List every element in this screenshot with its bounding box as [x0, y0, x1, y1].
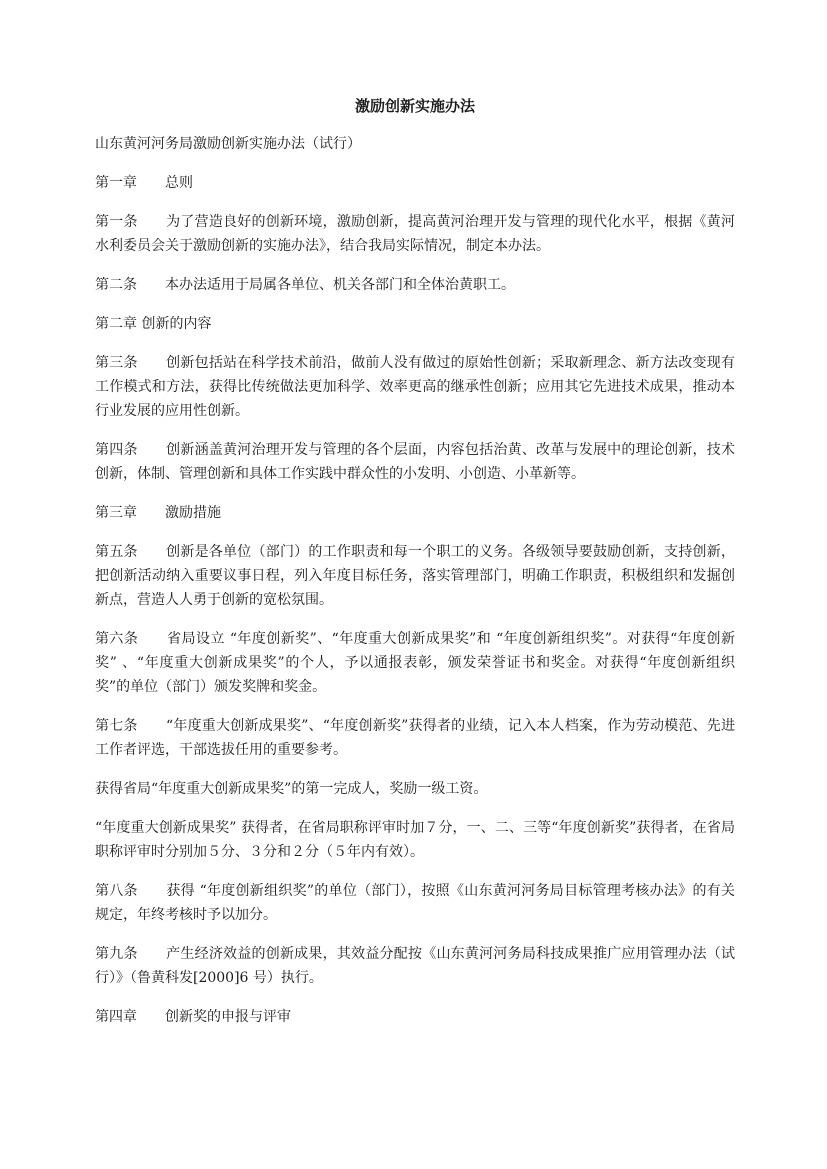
article-paragraph: 第三条 创新包括站在科学技术前沿，做前人没有做过的原始性创新；采取新理念、新方法改变现有工作模式和方法，获得比传统做法更加科学、效率更高的继承性创新；应用其它先进技术成果，推动本行业发展的应用性创新。 [95, 355, 735, 419]
article-paragraph: 第七条 “年度重大创新成果奖”、“年度创新奖”获得者的业绩，记入本人档案，作为劳动模范、先进工作者评选，干部选拔任用的重要参考。 [95, 718, 735, 758]
body-paragraph: 获得省局“年度重大创新成果奖”的第一完成人，奖励一级工资。 [95, 781, 488, 797]
article-paragraph: 第一条 为了营造良好的创新环境，激励创新，提高黄河治理开发与管理的现代化水平，根据《黄河水利委员会关于激励创新的实施办法》，结合我局实际情况，制定本办法。 [95, 214, 735, 254]
chapter-heading: 第二章 创新的内容 [95, 316, 212, 332]
article-paragraph: 第二条 本办法适用于局属各单位、机关各部门和全体治黄职工。 [95, 277, 515, 293]
body-paragraph: “年度重大创新成果奖” 获得者，在省局职称评审时加７分，一、二、三等“年度创新奖”获得者，在省局职称评审时分别加５分、３分和２分（５年内有效）。 [95, 820, 735, 860]
article-paragraph: 第五条 创新是各单位（部门）的工作职责和每一个职工的义务。各级领导要鼓励创新，支持创新，把创新活动纳入重要议事日程，列入年度目标任务，落实管理部门，明确工作职责，积极组织和发掘创新点，营造人人勇于创新的宽松氛围。 [95, 544, 735, 608]
article-paragraph: 第九条 产生经济效益的创新成果，其效益分配按《山东黄河河务局科技成果推广应用管理办法（试行）》（鲁黄科发[2000]6 号）执行。 [95, 946, 735, 986]
article-paragraph: 第八条 获得 “年度创新组织奖”的单位（部门），按照《山东黄河河务局目标管理考核办法》的有关规定，年终考核时予以加分。 [95, 883, 735, 923]
article-paragraph: 第六条 省局设立 “年度创新奖”、“年度重大创新成果奖”和 “年度创新组织奖”。对获得“年度创新奖” 、“年度重大创新成果奖”的个人，予以通报表彰，颁发荣誉证书和奖金。对获得“年度创新组织奖”的单位（部门）颁发奖牌和奖金。 [95, 631, 735, 695]
document-page [95, 95, 735, 1044]
document-title: 激励创新实施办法 [354, 97, 475, 115]
subtitle: 山东黄河河务局激励创新实施办法（试行） [95, 136, 361, 152]
chapter-heading: 第一章 总则 [95, 175, 193, 191]
chapter-heading: 第四章 创新奖的申报与评审 [95, 1009, 291, 1025]
chapter-heading: 第三章 激励措施 [95, 505, 221, 521]
article-paragraph: 第四条 创新涵盖黄河治理开发与管理的各个层面，内容包括治黄、改革与发展中的理论创新，技术创新，体制、管理创新和具体工作实践中群众性的小发明、小创造、小革新等。 [95, 442, 735, 482]
